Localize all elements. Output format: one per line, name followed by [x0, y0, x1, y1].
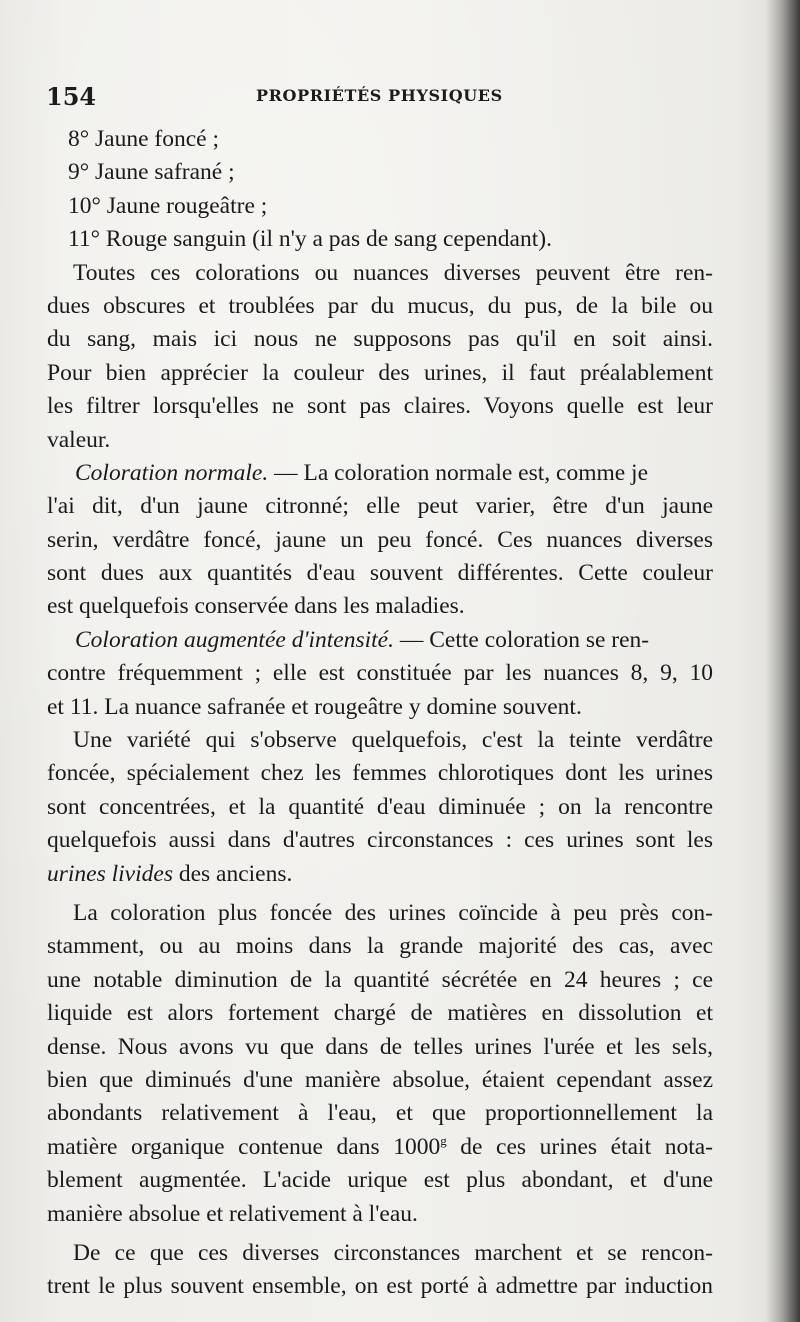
text-line: serin, verdâtre foncé, jaune un peu foncé. Ces nuances diverses — [47, 526, 713, 553]
text-line: 9° Jaune safrané ; — [68, 159, 235, 186]
page-number: 154 — [46, 82, 97, 111]
text-run: matière organique contenue dans 1000 — [47, 1133, 441, 1160]
text-line: 11° Rouge sanguin (il n'y a pas de sang cependant). — [68, 226, 552, 253]
text-line: et 11. La nuance safranée et rougeâtre y domine souvent. — [47, 693, 582, 720]
section-line-coloration-augmentee — [47, 624, 713, 657]
text-line: dense. Nous avons vu que dans de telles urines l'urée et les sels, — [47, 1033, 713, 1060]
text-line: De ce que ces diverses circonstances marchent et se rencon- — [73, 1239, 713, 1266]
text-line: abondants relativement à l'eau, et que proportionnellement la — [47, 1100, 713, 1127]
text-line: contre fréquemment ; elle est constituée par les nuances 8, 9, 10 — [47, 660, 713, 687]
text-line: valeur. — [47, 426, 111, 453]
text-line: quelquefois aussi dans d'autres circonstances : ces urines sont les — [47, 827, 713, 854]
text-line: sont dues aux quantités d'eau souvent différentes. Cette couleur — [47, 560, 713, 587]
text-line: blement augmentée. L'acide urique est plus abondant, et d'une — [47, 1167, 713, 1194]
section-heading: Coloration augmentée d'intensité. — [75, 626, 394, 653]
text-line: 8° Jaune foncé ; — [68, 126, 219, 152]
text-line: sont concentrées, et la quantité d'eau diminuée ; on la rencontre — [47, 793, 713, 820]
text-line-urines-livides — [47, 858, 713, 891]
binding-shadow — [766, 0, 800, 1322]
text-line: liquide est alors fortement chargé de matières en dissolution et — [47, 1000, 713, 1027]
section-line-coloration-normale — [47, 457, 713, 490]
text-line: 10° Jaune rougeâtre ; — [68, 192, 268, 219]
text-line: l'ai dit, d'un jaune citronné; elle peut varier, être d'un jaune — [47, 493, 713, 520]
text-line: stamment, ou au moins dans la grande majorité des cas, avec — [47, 933, 713, 960]
text-run: des anciens. — [172, 860, 293, 887]
body-text — [47, 123, 713, 1304]
text-run: de ces urines était nota- — [446, 1133, 713, 1160]
text-line: foncée, spécialement chez les femmes chlorotiques dont les urines — [47, 760, 713, 787]
text-run: — La coloration normale est, comme je — [268, 459, 649, 486]
text-line: Pour bien apprécier la couleur des urines, il faut préalablement — [47, 359, 713, 386]
text-line: trent le plus souvent ensemble, on est porté à admettre par induction — [47, 1273, 713, 1300]
text-line: est quelquefois conservée dans les maladies. — [47, 593, 465, 620]
text-line-with-unit — [47, 1131, 713, 1164]
text-line: dues obscures et troublées par du mucus, du pus, de la bile ou — [47, 292, 713, 319]
section-heading: Coloration normale. — [75, 459, 269, 486]
running-title: PROPRIÉTÉS PHYSIQUES — [256, 86, 503, 105]
text-line: les filtrer lorsqu'elles ne sont pas claires. Voyons quelle est leur — [47, 393, 713, 420]
gram-superscript: g — [440, 1132, 447, 1148]
text-line: Toutes ces colorations ou nuances diverses peuvent être ren- — [73, 259, 713, 286]
italic-term: urines livides — [47, 860, 173, 887]
page-header — [46, 82, 714, 112]
text-line: bien que diminués d'une manière absolue, étaient cependant assez — [47, 1066, 713, 1093]
text-line: Une variété qui s'observe quelquefois, c'est la teinte verdâtre — [73, 727, 713, 754]
text-line: manière absolue et relativement à l'eau. — [47, 1200, 418, 1227]
text-line: une notable diminution de la quantité sécrétée en 24 heures ; ce — [47, 966, 713, 993]
text-line: du sang, mais ici nous ne supposons pas qu'il en soit ainsi. — [47, 326, 713, 353]
text-run: — Cette coloration se ren- — [393, 626, 650, 653]
text-line: La coloration plus foncée des urines coïncide à peu près con- — [73, 899, 713, 926]
